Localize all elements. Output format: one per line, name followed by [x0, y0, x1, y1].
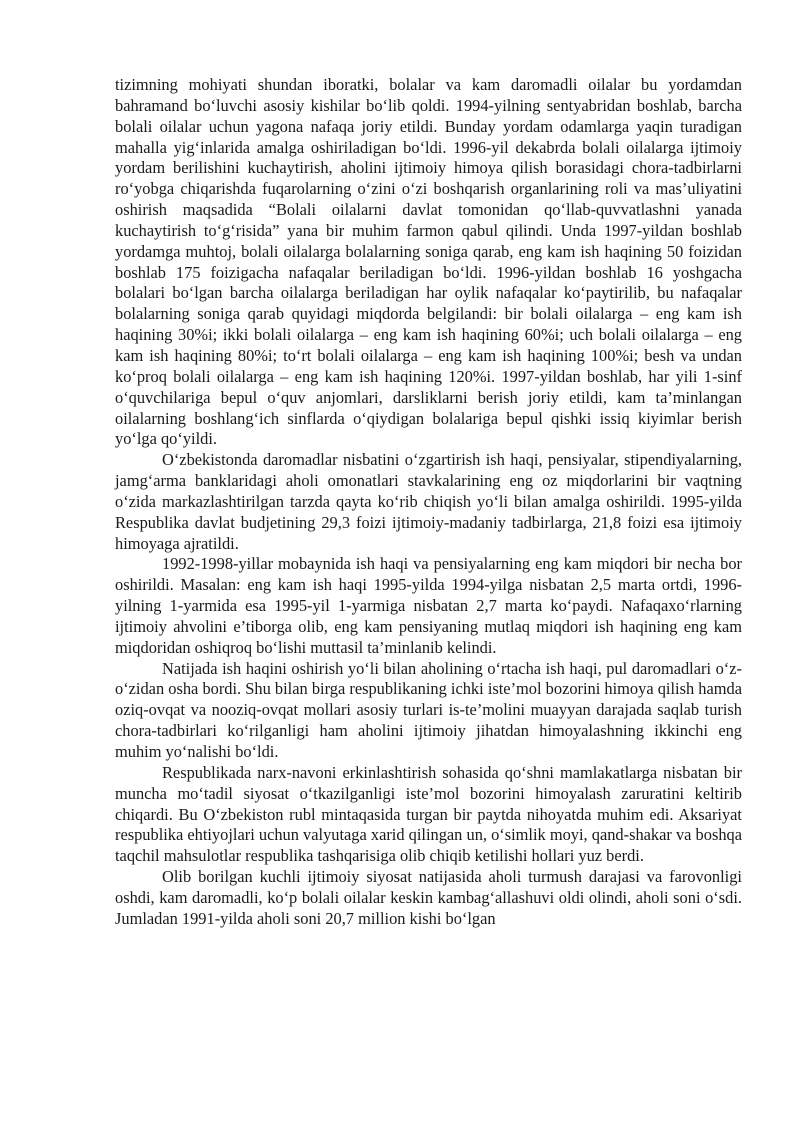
paragraph-5: Respublikada narx-navoni erkinlashtirish sohasida qo‘shni mamlakatlarga nisbatan bir muncha mo‘tadil siyosat o‘tkazilganligi iste’mol bozorini himoyalash zaruratini keltirib chiqardi. Bu O‘zbekiston rubl mintaqasida turgan bir paytda nihoyatda muhim edi. Aksariyat respublika ehtiyojlari uchun valyutaga xarid qilingan un, o‘simlik moyi, qand-shakar va boshqa taqchil mahsulotlar respublika tashqarisiga olib chiqib ketilishi hollari yuz berdi. — [115, 762, 742, 866]
paragraph-2: O‘zbekistonda daromadlar nisbatini o‘zgartirish ish haqi, pensiyalar, stipendiyalarning, jamg‘arma banklaridagi aholi omonatlari stavkalarining eng oz miqdorlarini bir vaqtning o‘zida markazlashtirilgan tarzda qayta ko‘rib chiqish yo‘li bilan amalga oshirildi. 1995-yilda Respublika davlat budjetining 29,3 foizi ijtimoiy-madaniy tadbirlarga, 21,8 foizi esa ijtimoiy himoyaga ajratildi. — [115, 450, 742, 553]
document-page — [115, 75, 742, 930]
paragraph-1: tizimning mohiyati shundan iboratki, bolalar va kam daromadli oilalar bu yordamdan bahramand bo‘luvchi asosiy kishilar bo‘lib qoldi. 1994-yilning sentyabridan boshlab, barcha bolali oilalar uchun yagona nafaqa joriy etildi. Bunday yordam odamlarga yaqin turadigan mahalla yig‘inlarida amalga oshiriladigan bo‘ldi. 1996-yil dekabrda bolali oilalarga ijtimoiy yordam berilishini kuchaytirish, aholini ijtimoiy himoya qilish borasidagi chora-tadbirlarni ro‘yobga chiqarishda fuqarolarning o‘zini o‘zi boshqarish organlarining roli va mas’uliyatini oshirish maqsadida “Bolali oilalarni davlat tomonidan qo‘llab-quvvatlashni yanada kuchaytirish to‘g‘risida” yana bir muhim farmon qabul qilindi. Unda 1997-yildan boshlab yordamga muhtoj, bolali oilalarga bolalarning soniga qarab, eng kam ish haqining 50 foizidan boshlab 175 foizigacha nafaqalar beriladigan bo‘ldi. 1996-yildan boshlab 16 yoshgacha bolalari bo‘lgan barcha oilalarga beriladigan har oylik nafaqalar ko‘paytirilib, bu nafaqalar bolalarning soniga qarab quyidagi miqdorda belgilandi: bir bolali oilalarga – eng kam ish haqining 30%i; ikki bolali oilalarga – eng kam ish haqining 60%i; uch bolali oilalarga – eng kam ish haqining 80%i; to‘rt bolali oilalarga – eng kam ish haqining 100%i; besh va undan ko‘proq bolali oilalarga – eng kam ish haqining 120%i. 1997-yildan boshlab, har yili 1-sinf o‘quvchilariga bepul o‘quv anjomlari, darsliklarni berish joriy etildi, kam ta’minlangan oilalarning boshlang‘ich sinflarda o‘qiydigan bolalariga bepul qishki issiq kiyimlar berish yo‘lga qo‘yildi. — [115, 75, 742, 449]
paragraph-6: Olib borilgan kuchli ijtimoiy siyosat natijasida aholi turmush darajasi va farovonligi oshdi, kam daromadli, ko‘p bolali oilalar keskin kambag‘allashuvi oldi olindi, aholi soni o‘sdi. Jumladan 1991-yilda aholi soni 20,7 million kishi bo‘lgan — [115, 867, 742, 928]
paragraph-3: 1992-1998-yillar mobaynida ish haqi va pensiyalarning eng kam miqdori bir necha bor oshirildi. Masalan: eng kam ish haqi 1995-yilda 1994-yilga nisbatan 2,5 marta ortdi, 1996-yilning 1-yarmida esa 1995-yil 1-yarmiga nisbatan 2,7 marta ko‘paydi. Nafaqaxo‘rlarning ijtimoiy ahvolini e’tiborga olib, eng kam pensiyaning mutlaq miqdori ish haqining eng kam miqdoridan oshiqroq bo‘lishi muttasil ta’minlanib kelindi. — [115, 554, 742, 657]
paragraph-4: Natijada ish haqini oshirish yo‘li bilan aholining o‘rtacha ish haqi, pul daromadlari o‘z-o‘zidan osha bordi. Shu bilan birga respublikaning ichki iste’mol bozorini himoya qilish hamda oziq-ovqat va nooziq-ovqat mollari asosiy turlari is-te’molini muayyan darajada saqlab turish chora-tadbirlari ko‘rilganligi ham aholini ijtimoiy jihatdan himoyalashning ikkinchi eng muhim yo‘nalishi bo‘ldi. — [115, 658, 742, 761]
